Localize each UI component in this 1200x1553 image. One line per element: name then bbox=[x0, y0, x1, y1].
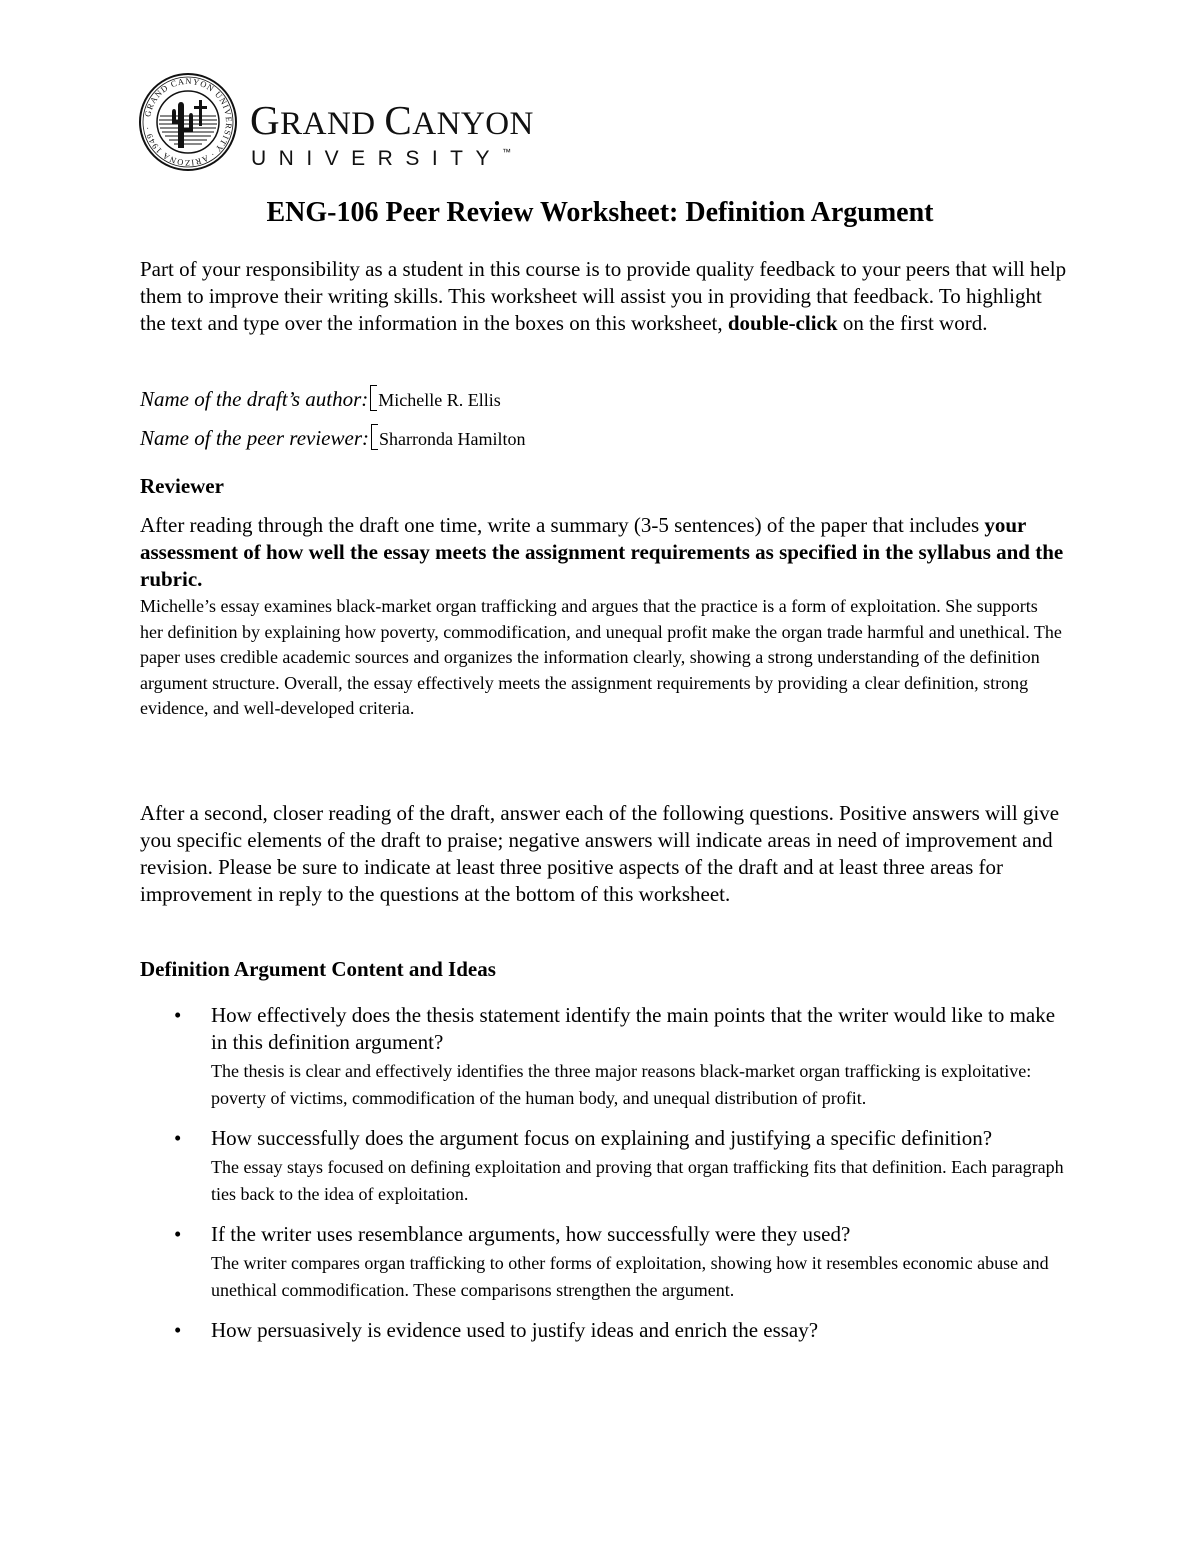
bullet-icon: • bbox=[174, 1126, 182, 1150]
svg-text:GRAND CANYON UNIVERSITY · ARIZ: GRAND CANYON UNIVERSITY · ARIZONA 1949 · bbox=[142, 75, 235, 169]
author-input[interactable]: Michelle R. Ellis bbox=[378, 390, 501, 410]
question-item bbox=[140, 1002, 1070, 1111]
logo-name-line2: UNIVERSITY™ bbox=[251, 147, 512, 170]
reviewer-field-row bbox=[140, 424, 525, 453]
bullet-icon: • bbox=[174, 1318, 182, 1342]
question-item bbox=[140, 1317, 1070, 1344]
bullet-icon: • bbox=[174, 1222, 182, 1246]
field-bracket-icon bbox=[371, 424, 378, 450]
reviewer-prompt: After reading through the draft one time, write a summary (3-5 sentences) of the paper that includes your assessment of how well the essay meets the assignment requirements as specified in the syllabus and the rubric. bbox=[140, 513, 1064, 591]
question-text: How effectively does the thesis statement identify the main points that the writer would like to make in this definition argument? bbox=[211, 1003, 1056, 1054]
answer-text[interactable]: The thesis is clear and effectively identifies the three major reasons black-market organ trafficking is exploitative: poverty of victims, commodification of the human body, and unequal distribution of profit. bbox=[211, 1061, 1032, 1108]
question-text: If the writer uses resemblance arguments, how successfully were they used? bbox=[211, 1222, 851, 1246]
second-reading-paragraph: After a second, closer reading of the draft, answer each of the following questions. Positive answers will give you specific elements of the draft to praise; negative answers will indicate areas in need of improvement and revision. Please be sure to indicate at least three positive aspects of the draft and at least three areas for improvement in reply to the questions at the bottom of this worksheet. bbox=[140, 801, 1060, 906]
intro-bold-text: double-click bbox=[727, 311, 838, 335]
field-bracket-icon bbox=[370, 385, 377, 411]
page-title: ENG-106 Peer Review Worksheet: Definition Argument bbox=[266, 197, 934, 228]
questions-list bbox=[140, 1002, 1070, 1346]
answer-text[interactable]: The writer compares organ trafficking to other forms of exploitation, showing how it resembles economic abuse and unethical commodification. These comparisons strengthen the argument. bbox=[211, 1253, 1049, 1300]
author-field-row bbox=[140, 385, 501, 414]
question-text: How successfully does the argument focus on explaining and justifying a specific definition? bbox=[211, 1126, 993, 1150]
reviewer-input[interactable]: Sharronda Hamilton bbox=[378, 429, 526, 449]
reviewer-label: Name of the peer reviewer: bbox=[140, 426, 369, 450]
answer-text[interactable]: The essay stays focused on defining exploitation and proving that organ trafficking fits that definition. Each paragraph ties back to the idea of exploitation. bbox=[211, 1157, 1064, 1204]
reviewer-heading: Reviewer bbox=[140, 474, 224, 498]
logo-name-line1: GRAND CANYON bbox=[250, 97, 534, 143]
summary-answer[interactable]: Michelle’s essay examines black-market organ trafficking and argues that the practice is a form of exploitation. She supports her definition by explaining how poverty, commodification, and unequal profit make the organ trade harmful and unethical. The paper uses credible academic sources and organizes the information clearly, showing a strong understanding of the definition argument structure. Overall, the essay effectively meets the assignment requirements by providing a clear definition, strong evidence, and well-developed criteria. bbox=[140, 596, 1062, 718]
university-logo bbox=[138, 72, 578, 172]
question-item bbox=[140, 1125, 1070, 1207]
content-ideas-heading: Definition Argument Content and Ideas bbox=[140, 957, 496, 981]
university-seal-icon bbox=[138, 72, 238, 172]
author-label: Name of the draft’s author: bbox=[140, 387, 369, 411]
question-item bbox=[140, 1221, 1070, 1303]
bullet-icon: • bbox=[174, 1003, 182, 1027]
intro-paragraph: Part of your responsibility as a student in this course is to provide quality feedback to your peers that will help them to improve their writing skills. This worksheet will assist you in providing that feedback. To highlight the text and type over the information in the boxes on this worksheet, double-click on the first word. bbox=[140, 257, 1067, 335]
question-text: How persuasively is evidence used to justify ideas and enrich the essay? bbox=[211, 1318, 819, 1342]
